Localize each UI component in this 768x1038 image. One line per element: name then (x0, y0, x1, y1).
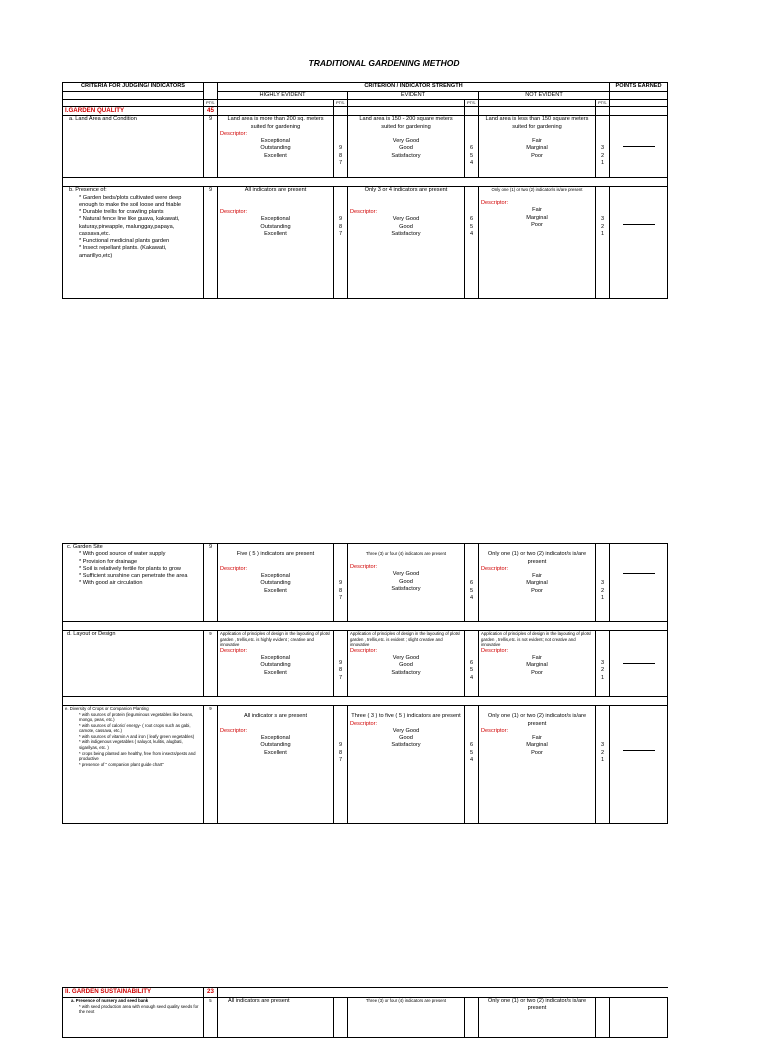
indicator-item: * with sources of vitamin A and iron ( leafy green vegetables) (79, 733, 195, 739)
descriptor-label: Descriptor: (481, 647, 509, 654)
rating-points: 9 (338, 145, 343, 152)
criterion-row (63, 998, 668, 1038)
rating-label: Good (399, 223, 413, 230)
criterion-points: 9 (204, 187, 218, 299)
rating-label: Good (399, 662, 413, 669)
page-title: TRADITIONAL GARDENING METHOD (308, 58, 460, 68)
indicator-text: Three (3) or four (4) indicators are present (365, 551, 447, 557)
rating-label: Marginal (526, 214, 548, 221)
descriptor-label: Descriptor: (481, 200, 509, 207)
rating-points: 4 (469, 594, 474, 601)
rating-label: Poor (531, 669, 543, 676)
rating-label: Marginal (526, 662, 548, 669)
pts-label: PTS. (465, 100, 479, 107)
rating-points: 7 (338, 674, 343, 681)
rating-points: 8 (338, 667, 343, 674)
indicator-text: Land area is less than 150 square meters suited for gardening (485, 116, 589, 130)
rating-points: 1 (600, 594, 605, 601)
criterion-row (63, 544, 668, 622)
indicator-text: Land area is more than 200 sq. meters suited for gardening (227, 116, 324, 130)
indicator-item: * with indigenous vegetables ( saluyot, kulitis, alugbati, sigarilyas, etc. ) (79, 739, 183, 751)
criterion-points: 9 (204, 706, 218, 824)
section-points: 23 (204, 988, 218, 998)
descriptor-label: Descriptor: (350, 720, 378, 727)
indicator-text: Only one (1) or two (2) indicator/s is/are present (491, 187, 583, 193)
indicator-text: Only one (1) or two (2) indicator/s is/are present (487, 713, 587, 727)
rating-points: 8 (338, 223, 343, 230)
rating-points: 6 (469, 216, 474, 223)
rating-label: Poor (531, 152, 543, 159)
indicator-item: * crops being planted are healthy, free from insects/pests and productive (79, 750, 196, 762)
rating-points: 6 (469, 145, 474, 152)
criteria-table-1 (62, 82, 668, 299)
indicator-item: * Garden beds/plots cultivated were deep enough to make the soil loose and friable (79, 194, 182, 208)
criterion-label: d. Layout or Design (63, 631, 204, 697)
rating-points: 5 (469, 749, 474, 756)
criterion-label: c. Garden Site (67, 544, 103, 550)
rating-label: Satisfactory (391, 669, 421, 676)
rating-points: 3 (600, 742, 605, 749)
descriptor-label: Descriptor: (350, 564, 378, 571)
criterion-row (63, 631, 668, 697)
rating-points: 2 (600, 749, 605, 756)
rating-label: Excellent (264, 152, 287, 159)
highly-evident-header: HIGHLY EVIDENT (218, 92, 348, 100)
indicator-text: Three ( 3 ) to five ( 5 ) indicators are present (351, 713, 461, 720)
rating-label: Outstanding (260, 742, 291, 749)
rating-label: Poor (531, 587, 543, 594)
criterion-points: 9 (204, 631, 218, 697)
descriptor-label: Descriptor: (220, 130, 248, 137)
criterion-label: e. Diversity of Crops or Companion Planting (65, 706, 149, 711)
rating-label: Very Good (392, 216, 420, 223)
rating-label: Very Good (392, 727, 420, 734)
criterion-label: a. Presence of nursery and seed bank (71, 998, 149, 1003)
not-evident-header: NOT EVIDENT (479, 92, 610, 100)
rating-label: Good (399, 578, 413, 585)
rating-points: 1 (600, 756, 605, 763)
pts-label: PTS. (334, 100, 348, 107)
criterion-header: CRITERION / INDICATOR STRENGTH (218, 83, 610, 92)
rating-points: 7 (338, 594, 343, 601)
indicator-item: * Durable trellis for crawling plants (79, 209, 164, 216)
rating-label: Exceptional (261, 735, 290, 742)
criterion-row (63, 187, 668, 299)
rating-points: 6 (469, 580, 474, 587)
descriptor-label: Descriptor: (220, 727, 248, 734)
points-earned-field[interactable] (623, 663, 655, 664)
rating-points: 5 (469, 223, 474, 230)
rating-points: 3 (600, 660, 605, 667)
rating-label: Poor (531, 221, 543, 228)
section-points: 45 (204, 107, 218, 116)
rating-label: Marginal (526, 580, 548, 587)
rating-points: 5 (469, 152, 474, 159)
rating-points: 8 (338, 587, 343, 594)
points-earned-field[interactable] (623, 224, 655, 225)
rating-label: Excellent (264, 230, 287, 237)
rating-points: 4 (469, 674, 474, 681)
rating-points: 3 (600, 145, 605, 152)
section-garden-quality: I.GARDEN QUALITY (63, 107, 204, 116)
rating-points: 1 (600, 159, 605, 166)
indicator-text: Land area is 150 - 200 square meters suited for gardening (359, 116, 453, 130)
descriptor-label: Descriptor: (220, 565, 248, 572)
criteria-header: CRITERIA FOR JUDGING/ INDICATORS (63, 83, 204, 92)
indicator-text: Only one (1) or two (2) indicator/s is/are present (487, 551, 587, 565)
criterion-label: b. Presence of: (69, 187, 107, 194)
rating-label: Very Good (392, 571, 420, 578)
descriptor-label: Descriptor: (220, 647, 248, 654)
rating-points: 2 (600, 587, 605, 594)
criterion-points: 5 (204, 998, 218, 1038)
indicator-item: * Insect repellant plants. (Kakawati, amarillyo,etc) (79, 245, 167, 259)
indicator-text: All indicators are present (228, 998, 290, 1004)
descriptor-label: Descriptor: (481, 727, 509, 734)
rating-points: 9 (338, 580, 343, 587)
rating-label: Outstanding (260, 662, 291, 669)
indicator-text: All indicators are present (244, 187, 307, 194)
criteria-table-3 (62, 987, 668, 1038)
indicator-text: Three (3) or four (4) indicators are present (365, 998, 447, 1003)
rating-label: Excellent (264, 587, 287, 594)
rating-label: Excellent (264, 669, 287, 676)
rating-points: 8 (338, 749, 343, 756)
points-earned-field[interactable] (623, 750, 655, 751)
rating-label: Satisfactory (391, 230, 421, 237)
rating-points: 7 (338, 756, 343, 763)
rating-points: 7 (338, 159, 343, 166)
rating-points: 2 (600, 152, 605, 159)
indicator-text: Five ( 5 ) indicators are present (236, 551, 315, 558)
indicator-item: * Sufficient sunshine can penetrate the area (79, 573, 188, 580)
section-garden-sustainability: II. GARDEN SUSTAINABILITY (63, 988, 204, 998)
descriptor-label: Descriptor: (481, 565, 509, 572)
rating-points: 1 (600, 230, 605, 237)
criterion-label: a. Land Area and Condition (63, 116, 204, 178)
rating-label: Marginal (526, 145, 548, 152)
rating-points: 3 (600, 216, 605, 223)
indicator-item: * With good air circulation (79, 580, 143, 587)
rating-points: 4 (469, 230, 474, 237)
rating-points: 3 (600, 580, 605, 587)
rating-label: Satisfactory (391, 152, 421, 159)
rating-label: Outstanding (260, 145, 291, 152)
evident-header: EVIDENT (348, 92, 479, 100)
descriptor-label: Descriptor: (350, 209, 378, 216)
indicator-text: Only 3 or 4 indicators are present (364, 187, 448, 194)
points-earned-field[interactable] (623, 146, 655, 147)
pts-label: PTS. (204, 100, 218, 107)
rating-points: 9 (338, 660, 343, 667)
rating-label: Fair (532, 573, 542, 580)
rating-label: Excellent (264, 749, 287, 756)
criterion-row (63, 706, 668, 824)
indicator-item: * with seed production area with enough seed quality seeds for the next (79, 1003, 199, 1015)
rating-label: Good (399, 735, 413, 742)
indicator-item: * Functional medicinal plants garden (79, 238, 170, 245)
rating-label: Marginal (526, 742, 548, 749)
points-earned-header: POINTS EARNED (610, 83, 668, 92)
rating-label: Exceptional (261, 655, 290, 661)
indicator-text: Application of principles of design in the layouting of plots/ garden , trellis,etc. is highly evident ; creative and innovative (220, 631, 331, 648)
rating-points: 7 (338, 230, 343, 237)
rating-label: Fair (532, 655, 542, 661)
rating-points: 8 (338, 152, 343, 159)
indicator-item: * presence of " companion plant guide chart" (79, 761, 164, 767)
criterion-row (63, 116, 668, 178)
rating-label: Fair (532, 207, 542, 214)
rating-label: Exceptional (261, 138, 290, 145)
criterion-points: 9 (204, 544, 218, 622)
rating-points: 5 (469, 667, 474, 674)
indicator-item: * Natural fence line like guava, kakawati, katuray,pineapple, malunggay,papaya, cassava,etc. (79, 216, 180, 237)
rating-label: Satisfactory (391, 742, 421, 749)
rating-points: 4 (469, 159, 474, 166)
pts-label: PTS. (596, 100, 610, 107)
rating-label: Outstanding (260, 223, 291, 230)
points-earned-field[interactable] (623, 573, 655, 574)
rating-points: 1 (600, 674, 605, 681)
criteria-table-2 (62, 543, 668, 824)
rating-label: Very Good (392, 655, 420, 661)
rating-points: 4 (469, 756, 474, 763)
descriptor-label: Descriptor: (350, 647, 378, 654)
rating-label: Fair (532, 735, 542, 742)
rating-label: Poor (531, 749, 543, 756)
rating-points: 2 (600, 667, 605, 674)
indicator-item: * with sources of caloric/ energy- ( root crops such as gabi, camote, cassava, etc.) (79, 722, 191, 734)
rating-points: 9 (338, 216, 343, 223)
indicator-text: Application of principles of design in the layouting of plots/ garden , trellis,etc. is not evident; not creative and innovative (481, 631, 592, 648)
indicator-text: All indicator s are present (243, 713, 308, 720)
criterion-points: 9 (204, 116, 218, 178)
descriptor-label: Descriptor: (220, 209, 248, 216)
indicator-text: Only one (1) or two (2) indicator/s is/are present (487, 998, 587, 1012)
indicator-item: * With good source of water supply (79, 551, 166, 558)
indicator-text: Application of principles of design in the layouting of plots/ garden , trellis,etc. is evident ; slight creative and innovative (350, 631, 461, 648)
rating-points: 6 (469, 660, 474, 667)
indicator-item: * Provision for drainage (79, 558, 138, 565)
rating-label: Satisfactory (391, 585, 421, 592)
rating-label: Exceptional (261, 573, 290, 580)
rating-points: 5 (469, 587, 474, 594)
rating-points: 6 (469, 742, 474, 749)
rating-label: Good (399, 145, 413, 152)
rating-label: Very Good (392, 138, 420, 145)
rating-label: Fair (532, 138, 542, 145)
rating-points: 2 (600, 223, 605, 230)
rating-label: Outstanding (260, 580, 291, 587)
indicator-item: * with sources of protein (leguminous vegetables like beans, mongo, peas, etc.) (79, 711, 194, 723)
indicator-item: * Soil is relatively fertile for plants to grow (79, 565, 181, 572)
rating-label: Exceptional (261, 216, 290, 223)
rating-points: 9 (338, 742, 343, 749)
